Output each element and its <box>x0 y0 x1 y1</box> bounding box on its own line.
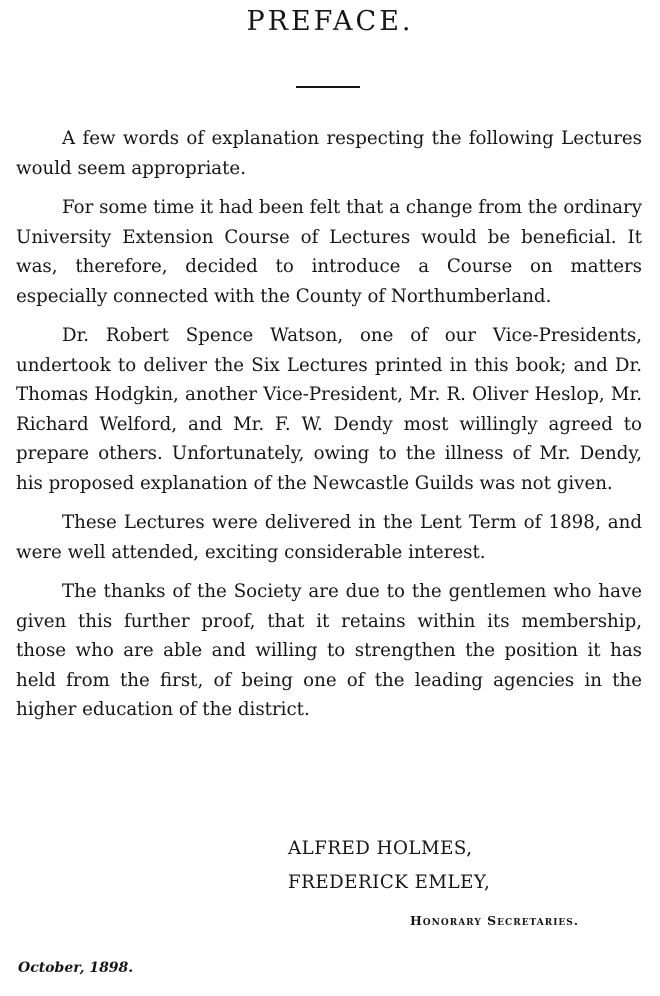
preface-body <box>16 124 642 725</box>
paragraph-3: Dr. Robert Spence Watson, one of our Vice-Presidents, undertook to deliver the Six Lectures printed in this book; and Dr. Thomas Hodgkin, another Vice-President, Mr. R. Oliver Heslop, Mr. Richard Welford, and Mr. F. W. Dendy most willingly agreed to prepare others. Unfortunately, owing to the illness of Mr. Dendy, his proposed explanation of the Newcastle Guilds was not given. <box>16 325 642 494</box>
signatory-2: FREDERICK EMLEY, <box>288 872 491 893</box>
paragraph-4: These Lectures were delivered in the Lent Term of 1898, and were well attended, exciting considerable interest. <box>16 512 642 563</box>
paragraph-5: The thanks of the Society are due to the gentlemen who have given this further proof, that it retains within its membership, those who are able and willing to strengthen the position it has held from the first, of being one of the leading agencies in the higher education of the district. <box>16 581 642 720</box>
signatory-role: Honorary Secretaries. <box>410 913 580 928</box>
preface-date: October, 1898. <box>18 960 134 976</box>
paragraph-2: For some time it had been felt that a change from the ordinary University Extension Course of Lectures would be beneficial. It was, therefore, decided to introduce a Course on matters especially connected with the County of Northumberland. <box>16 197 642 307</box>
page-title: PREFACE. <box>246 6 414 37</box>
signatory-1: ALFRED HOLMES, <box>288 838 473 859</box>
title-rule-divider <box>296 86 360 88</box>
paragraph-1: A few words of explanation respecting the following Lectures would seem appropriate. <box>16 128 642 179</box>
